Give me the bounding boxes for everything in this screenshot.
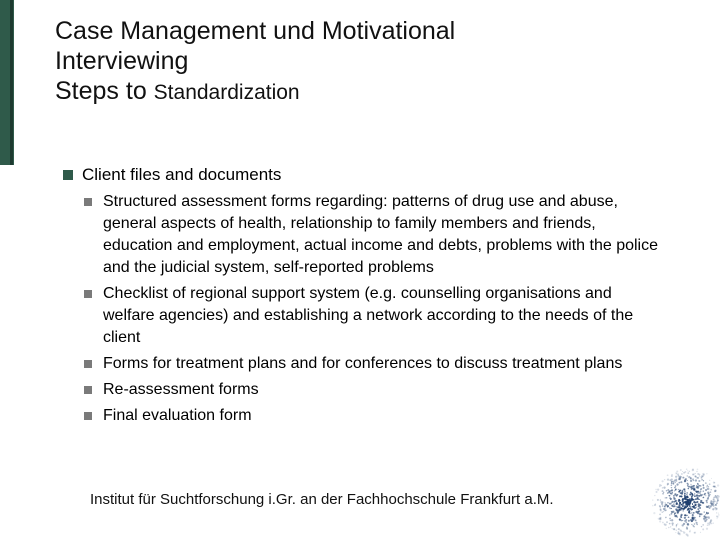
small-square-bullet-icon xyxy=(84,198,92,206)
left-accent-bar xyxy=(0,0,14,165)
list-item-text: Checklist of regional support system (e.g. counselling organisations and welfare agencies) and establishing a network according to the needs of the client xyxy=(103,285,634,346)
title-line-3-part-a: Steps to xyxy=(55,77,154,105)
list-item-text: Final evaluation form xyxy=(103,407,252,424)
list-item xyxy=(84,379,659,401)
small-square-bullet-icon xyxy=(84,412,92,420)
footer-institution: Institut für Suchtforschung i.Gr. an der Fachhochschule Frankfurt a.M. xyxy=(90,491,554,508)
slide-title xyxy=(55,16,695,108)
main-bullet xyxy=(63,164,663,185)
square-bullet-icon xyxy=(63,170,73,180)
main-bullet-text: Client files and documents xyxy=(82,165,282,184)
list-item xyxy=(84,283,659,349)
small-square-bullet-icon xyxy=(84,290,92,298)
title-line-2: Interviewing xyxy=(55,47,189,75)
list-item-text: Forms for treatment plans and for conferences to discuss treatment plans xyxy=(103,355,623,372)
list-item xyxy=(84,353,659,375)
list-item xyxy=(84,405,659,427)
title-line-3 xyxy=(55,76,695,108)
sub-bullet-list xyxy=(84,191,659,431)
dot-cluster-logo-icon xyxy=(640,458,720,540)
list-item-text: Structured assessment forms regarding: patterns of drug use and abuse, general aspects of health, relationship to family members and friends, education and employment, actual income and debts, problems with the police and the judicial system, self-reported problems xyxy=(103,193,658,276)
list-item xyxy=(84,191,659,279)
list-item-text: Re-assessment forms xyxy=(103,381,259,398)
small-square-bullet-icon xyxy=(84,360,92,368)
small-square-bullet-icon xyxy=(84,386,92,394)
title-line-3-part-b: Standardization xyxy=(153,81,300,104)
title-line-1: Case Management und Motivational xyxy=(55,17,456,45)
left-accent-bar-shadow xyxy=(10,0,13,165)
